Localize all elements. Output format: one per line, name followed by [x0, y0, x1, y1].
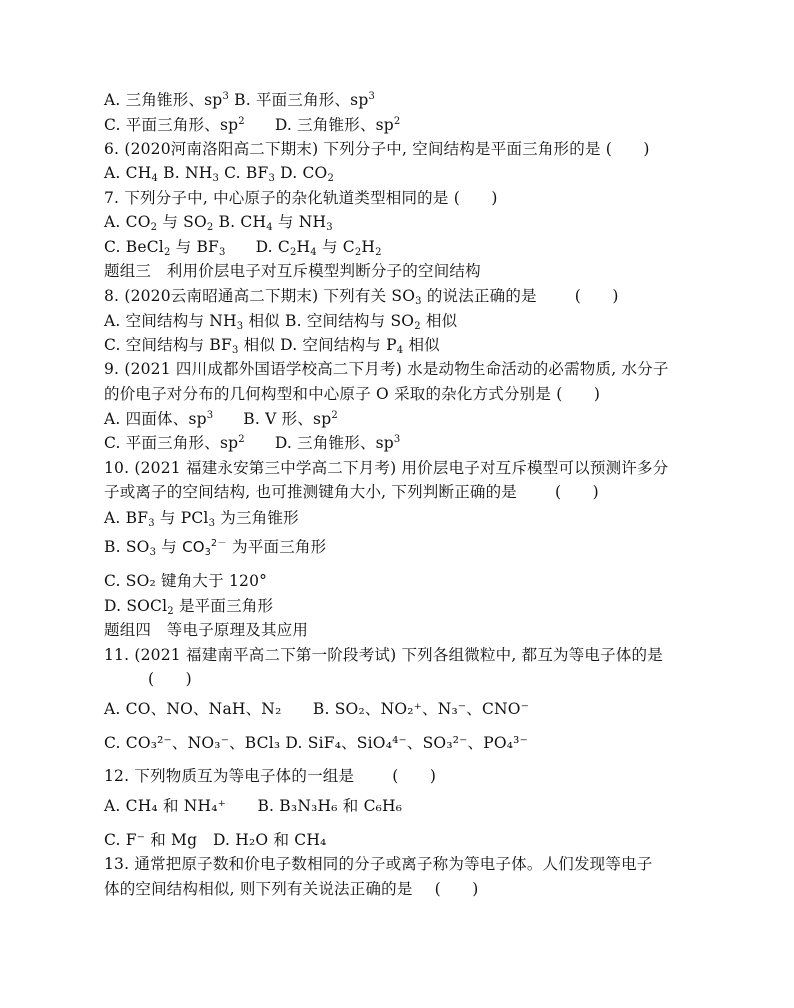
- q7-options-ab: A. $CO_2$ 与 $SO_2$ B. $CH_4$ 与 $NH_3$: [104, 213, 333, 233]
- q8-options-cd: C. 空间结构与 $BF_3$ 相似 D. 空间结构与 $P_4$ 相似: [104, 336, 440, 356]
- q11-options-ab: A. CO、NO、NaH、N₂ B. SO₂、NO₂⁺、N₃⁻、CNO⁻: [104, 700, 530, 718]
- q10-stem-line2: 子或离子的空间结构, 也可推测键角大小, 下列判断正确的是 ( ): [104, 483, 599, 501]
- q11-stem: 11. (2021 福建南平高二下第一阶段考试) 下列各组微粒中, 都互为等电子体的是: [104, 646, 663, 664]
- q11-answer-blank: ( ): [148, 670, 192, 688]
- q12-options-cd: C. F⁻ 和 Mg D. H₂O 和 CH₄: [104, 831, 327, 849]
- q5-options-cd: C. 平面三角形、$sp^2$ D. 三角锥形、$sp^2$: [104, 116, 401, 134]
- q9-stem-line1: 9. (2021 四川成都外国语学校高二下月考) 水是动物生命活动的必需物质, 水分子: [104, 360, 669, 378]
- q9-options-ab: A. 四面体、$sp^3$ B. V 形、$sp^2$: [104, 410, 338, 428]
- q9-options-cd: C. 平面三角形、$sp^2$ D. 三角锥形、$sp^3$: [104, 434, 401, 452]
- q8-stem: 8. (2020云南昭通高二下期末) 下列有关 $SO_3$ 的说法正确的是 ( ): [104, 287, 619, 307]
- q5-options-ab: A. 三角锥形、$sp^3$ B. 平面三角形、$sp^3$: [104, 91, 376, 109]
- q6-options: A. $CH_4$ B. $NH_3$ C. $BF_3$ D. $CO_2$: [104, 164, 335, 184]
- q10-option-d: D. SOCl$_2$ 是平面三角形: [104, 597, 274, 617]
- q12-options-ab: A. CH₄ 和 NH₄⁺ B. B₃N₃H₆ 和 C₆H₆: [104, 797, 403, 815]
- q6-stem: 6. (2020河南洛阳高二下期末) 下列分子中, 空间结构是平面三角形的是 ( ): [104, 140, 650, 158]
- section-heading-4: 题组四 等电子原理及其应用: [104, 621, 309, 639]
- q12-stem: 12. 下列物质互为等电子体的一组是 ( ): [104, 767, 437, 785]
- q10-option-c: C. SO₂ 键角大于 120°: [104, 572, 268, 590]
- q7-stem: 7. 下列分子中, 中心原子的杂化轨道类型相同的是 ( ): [104, 189, 498, 207]
- q8-options-ab: A. 空间结构与 $NH_3$ 相似 B. 空间结构与 $SO_2$ 相似: [104, 312, 458, 332]
- q10-option-a: A. $BF_3$ 与 PCl$_3$ 为三角锥形: [104, 509, 299, 529]
- q10-stem-line1: 10. (2021 福建永安第三中学高二下月考) 用价层电子对互斥模型可以预测许多分: [104, 459, 669, 477]
- q11-options-cd: C. CO₃²⁻、NO₃⁻、BCl₃ D. SiF₄、SiO₄⁴⁻、SO₃²⁻、PO₄³⁻: [104, 734, 528, 752]
- q10-option-b: B. $SO_3$ 与 $CO_3^{2-}$ 为平面三角形: [104, 538, 327, 558]
- q13-stem-line1: 13. 通常把原子数和价电子数相同的分子或离子称为等电子体。人们发现等电子: [104, 855, 653, 873]
- section-heading-3: 题组三 利用价层电子对互斥模型判断分子的空间结构: [104, 262, 481, 280]
- q13-stem-line2: 体的空间结构相似, 则下列有关说法正确的是 ( ): [104, 880, 479, 898]
- q7-options-cd: C. BeCl$_2$ 与 $BF_3$ D. $C_2H_4$ 与 $C_2H_2$: [104, 238, 382, 258]
- q9-stem-line2: 的价电子对分布的几何构型和中心原子 O 采取的杂化方式分别是 ( ): [104, 385, 601, 403]
